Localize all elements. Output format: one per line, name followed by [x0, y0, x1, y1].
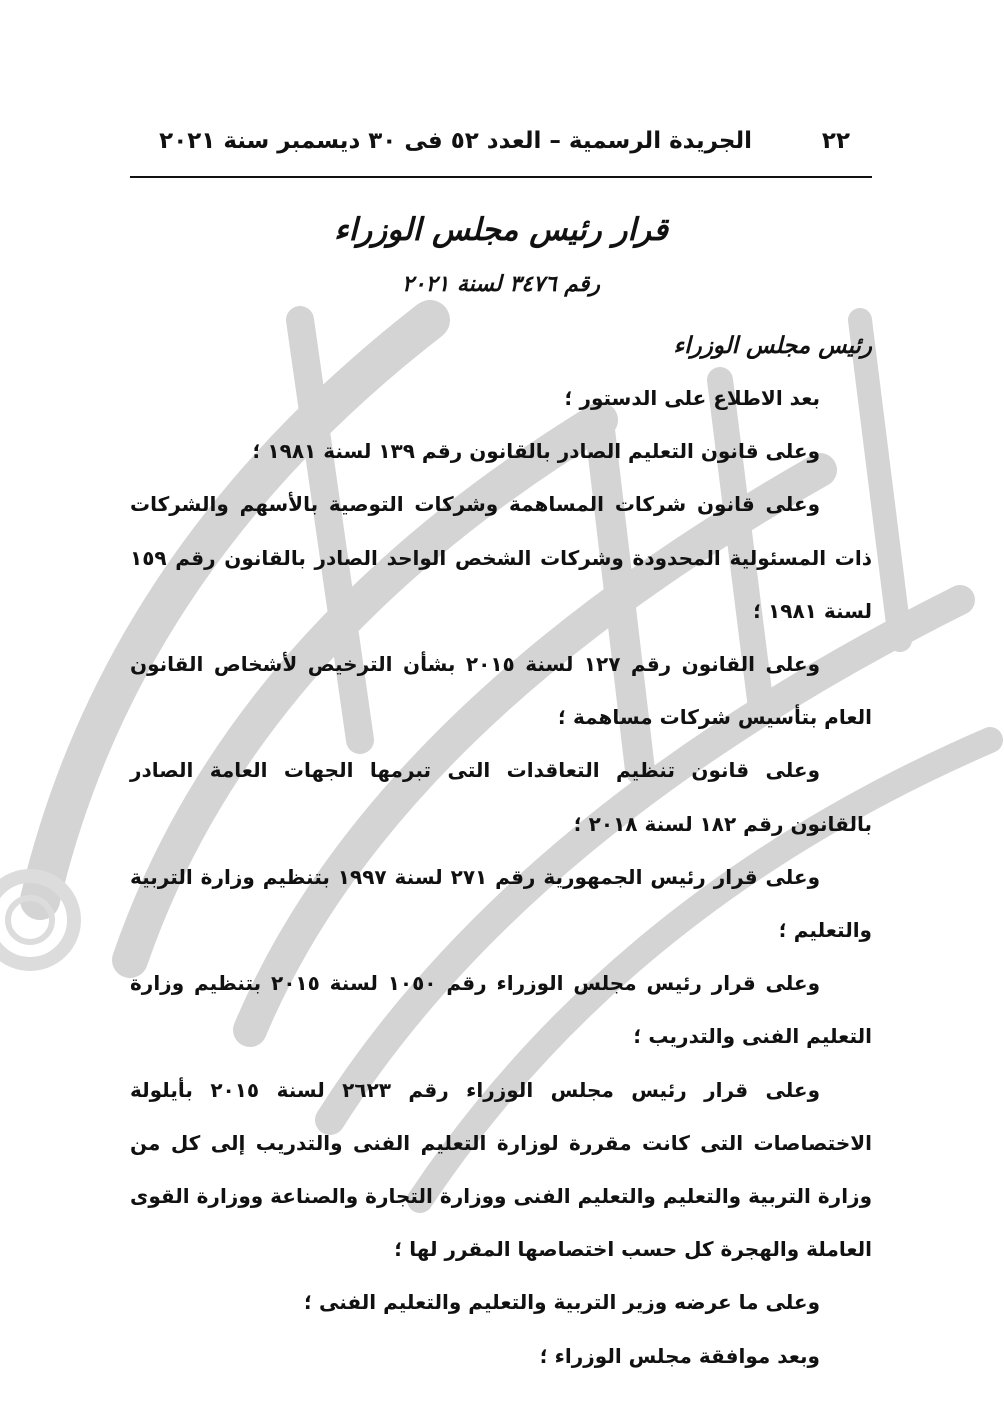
paragraph-contracts-law: وعلى قانون تنظيم التعاقدات التى تبرمها الجهات العامة الصادر بالقانون رقم ١٨٢ لسنة ٢٠١٨ ؛ [130, 758, 872, 836]
paragraph-licensing-law: وعلى القانون رقم ١٢٧ لسنة ٢٠١٥ بشأن الترخيص لأشخاص القانون العام بتأسيس شركات مساهمة ؛ [130, 652, 872, 730]
header-title: الجريدة الرسمية – العدد ٥٢ فى ٣٠ ديسمبر سنة ٢٠٢١ [159, 128, 752, 154]
header-rule [130, 176, 872, 178]
page-header [130, 128, 872, 168]
decree-title: قرار رئيس مجلس الوزراء [334, 212, 668, 248]
page-number: ٢٢ [821, 128, 850, 154]
paragraph-pm-decree-1050: وعلى قرار رئيس مجلس الوزراء رقم ١٠٥٠ لسنة ٢٠١٥ بتنظيم وزارة التعليم الفنى والتدريب ؛ [130, 971, 872, 1049]
paragraph-minister-proposal: وعلى ما عرضه وزير التربية والتعليم والتعليم الفنى ؛ [304, 1290, 820, 1315]
paragraph-cabinet-approval: وبعد موافقة مجلس الوزراء ؛ [539, 1343, 820, 1368]
paragraph-pm-decree-2623: وعلى قرار رئيس مجلس الوزراء رقم ٢٦٢٣ لسنة ٢٠١٥ بأيلولة الاختصاصات التى كانت مقررة لوزارة التعليم الفنى والتدريب إلى كل من وزارة التربية والتعليم والتعليم الفنى ووزارة التجارة والصناعة ووزارة القوى العاملة والهجرة كل حسب اختصاصها المقرر لها ؛ [130, 1077, 872, 1262]
document-page [130, 0, 872, 1417]
paragraph-education-law: وعلى قانون التعليم الصادر بالقانون رقم ١٣٩ لسنة ١٩٨١ ؛ [252, 439, 820, 464]
decree-number: رقم ٣٤٧٦ لسنة ٢٠٢١ [401, 272, 601, 297]
issuer-heading: رئيس مجلس الوزراء [673, 333, 872, 359]
paragraph-presidential-decree: وعلى قرار رئيس الجمهورية رقم ٢٧١ لسنة ١٩٩٧ بتنظيم وزارة التربية والتعليم ؛ [130, 864, 872, 943]
decree-body [130, 372, 872, 1383]
paragraph-companies-law: وعلى قانون شركات المساهمة وشركات التوصية بالأسهم والشركات ذات المسئولية المحدودة وشركات الشخص الواحد الصادر بالقانون رقم ١٥٩ لسنة ١٩٨١ ؛ [130, 492, 872, 623]
paragraph-preamble: بعد الاطلاع على الدستور ؛ [564, 386, 820, 410]
